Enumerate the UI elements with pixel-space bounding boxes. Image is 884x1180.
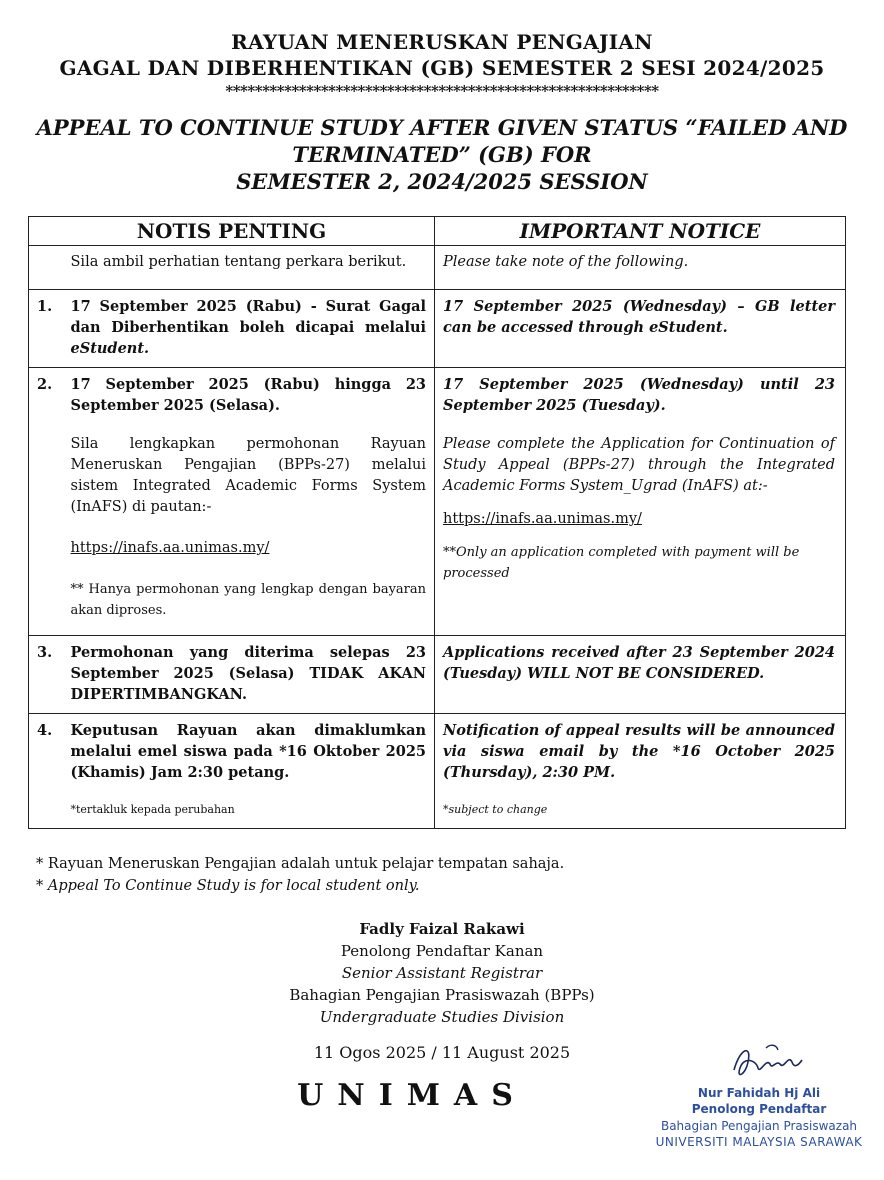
item-number: 1. <box>29 290 65 368</box>
item-2-ms-body: Sila lengkapkan permohonan Rayuan Meneruskan Pengajian (BPPs-27) melalui sistem Integrated Academic Forms System (InAFS) di pautan:- <box>70 436 427 515</box>
item-3-en: Applications received after 23 September 2024 (Tuesday) WILL NOT BE CONSIDERED. <box>435 636 846 714</box>
item-1-en: 17 September 2025 (Wednesday) – GB letter can be accessed through eStudent. <box>435 290 846 368</box>
item-row <box>29 290 846 368</box>
title-english-line3: SEMESTER 2, 2024/2025 SESSION <box>236 169 648 194</box>
item-number: 4. <box>29 714 65 829</box>
intro-ms: Sila ambil perhatian tentang perkara berikut. <box>65 246 435 290</box>
title-english-line2: TERMINATED” (GB) FOR <box>292 142 592 167</box>
item-row <box>29 636 846 714</box>
intro-num <box>29 246 65 290</box>
signatory-name: Fadly Faizal Rakawi <box>359 920 525 938</box>
footnote-english: * Appeal To Continue Study is for local student only. <box>36 878 420 894</box>
header-notis-penting: NOTIS PENTING <box>29 217 435 246</box>
inafs-link-en[interactable]: https://inafs.aa.unimas.my/ <box>443 511 642 527</box>
item-4-en-note: *subject to change <box>443 803 548 816</box>
handwritten-signature-icon <box>726 1040 806 1086</box>
item-4-ms-note: *tertakluk kepada perubahan <box>70 803 235 816</box>
title-english-line1: APPEAL TO CONTINUE STUDY AFTER GIVEN STATUS “FAILED AND <box>36 115 848 140</box>
item-4-ms-text: Keputusan Rayuan akan dimaklumkan melalui emel siswa pada *16 Oktober 2025 (Khamis) Jam 2:30 petang. <box>70 722 427 781</box>
item-1-ms-text: 17 September 2025 (Rabu) - Surat Gagal dan Diberhentikan boleh dicapai melalui <box>70 298 427 336</box>
item-number: 3. <box>29 636 65 714</box>
item-row <box>29 368 846 636</box>
header-important-notice: IMPORTANT NOTICE <box>435 217 846 246</box>
stamp-university: UNIVERSITI MALAYSIA SARAWAK <box>655 1135 863 1149</box>
stamp-role: Penolong Pendaftar <box>691 1102 827 1116</box>
item-4-en-text: Notification of appeal results will be announced via siswa email by the *16 October 2025 (Thursday), 2:30 PM. <box>443 722 836 781</box>
title-malay-line2: GAGAL DAN DIBERHENTIKAN (GB) SEMESTER 2 SESI 2024/2025 <box>59 56 825 80</box>
item-3-ms: Permohonan yang diterima selepas 23 September 2025 (Selasa) TIDAK AKAN DIPERTIMBANGKAN. <box>65 636 435 714</box>
item-row <box>29 714 846 829</box>
intro-row <box>29 246 846 290</box>
signatory-title-english: Senior Assistant Registrar <box>341 964 543 982</box>
item-1-ms-estudent: eStudent. <box>70 340 150 357</box>
notice-table <box>28 216 846 829</box>
item-2-ms-note: ** Hanya permohonan yang lengkap dengan bayaran akan diproses. <box>70 582 427 618</box>
item-4-ms <box>65 714 435 829</box>
item-2-en <box>435 368 846 636</box>
document-date: 11 Ogos 2025 / 11 August 2025 <box>313 1043 571 1062</box>
item-2-en-body: Please complete the Application for Continuation of Study Appeal (BPPs-27) through the Integrated Academic Forms System_Ugrad (InAFS) at:- <box>443 436 836 494</box>
item-number: 2. <box>29 368 65 636</box>
title-malay-line1: RAYUAN MENERUSKAN PENGAJIAN <box>231 30 653 54</box>
signatory-division-malay: Bahagian Pengajian Prasiswazah (BPPs) <box>289 986 595 1004</box>
item-2-en-note: **Only an application completed with payment will be processed <box>443 545 800 581</box>
signatory-division-english: Undergraduate Studies Division <box>319 1008 565 1026</box>
intro-en: Please take note of the following. <box>435 246 846 290</box>
title-divider-stars: *********************************************************** <box>225 82 659 100</box>
footnote-malay: * Rayuan Meneruskan Pengajian adalah untuk pelajar tempatan sahaja. <box>36 856 565 872</box>
table-header-row <box>29 217 846 246</box>
item-4-en <box>435 714 846 829</box>
item-2-ms-date: 17 September 2025 (Rabu) hingga 23 September 2025 (Selasa). <box>70 376 427 414</box>
unimas-logo-text: UNIMAS <box>297 1078 527 1113</box>
inafs-link-ms[interactable]: https://inafs.aa.unimas.my/ <box>70 540 270 556</box>
item-2-ms <box>65 368 435 636</box>
item-1-ms <box>65 290 435 368</box>
signatory-title-malay: Penolong Pendaftar Kanan <box>340 942 544 960</box>
item-2-en-date: 17 September 2025 (Wednesday) until 23 September 2025 (Tuesday). <box>443 376 836 414</box>
stamp-division: Bahagian Pengajian Prasiswazah <box>660 1119 858 1133</box>
stamp-name: Nur Fahidah Hj Ali <box>697 1086 821 1100</box>
